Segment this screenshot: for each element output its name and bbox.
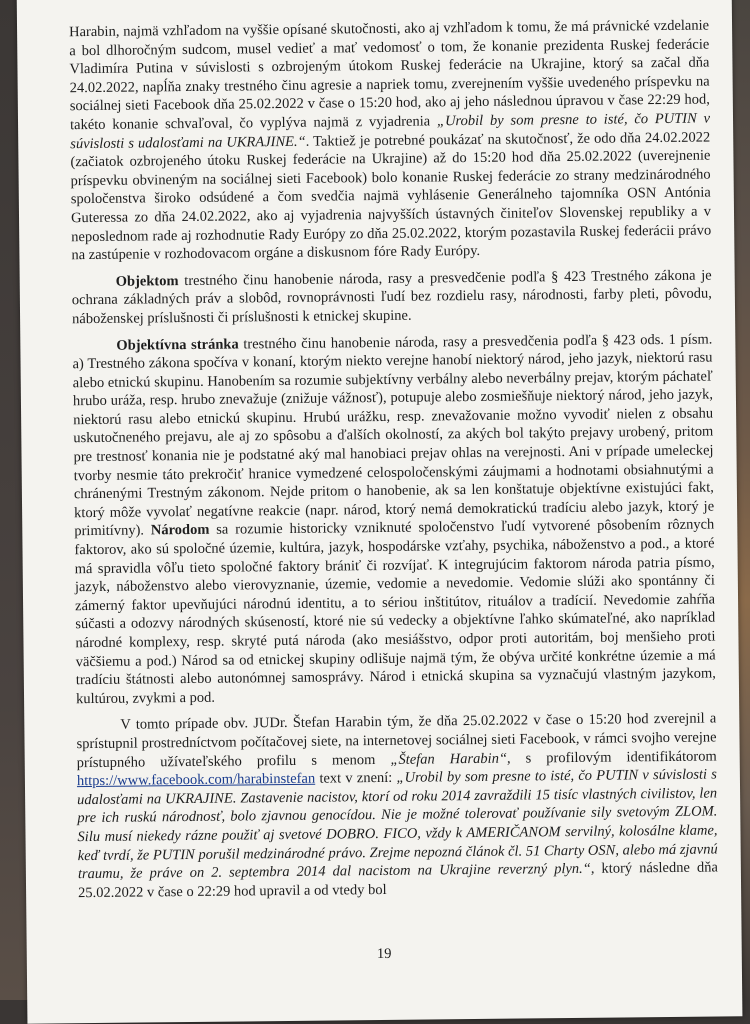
paragraph-1 xyxy=(69,17,711,265)
paragraph-3-text-a: trestného činu hanobenie národa, rasy a presvedčenia podľa § 423 ods. 1 písm. a) Trestného zákona spočíva v konaní, ktorým niekto verejne hanobí niektorý národ, jeho jazyk, niektorú rasu alebo etnickú skupinu. Hanobením sa rozumie subjektívny verbálny alebo neverbálny prejav, ktorým páchateľ hrubo uráža, resp. hrubo znevažuje (znižuje vážnosť), potupuje alebo zosmiešňuje niektorý národ, jeho jazyk, niektorú rasu alebo etnickú skupinu. Hrubú urážku, resp. znevažovanie možno vyvodiť nielen z obsahu uskutočneného prejavu, ale aj zo spôsobu a ďalších okolností, za akých bol takýto prejavy urobený, pritom pre trestnosť konania nie je podstatné aký mal hanobiaci prejav ohlas na verejnosti. Ani v prípade umeleckej tvorby nesmie táto prekročiť hranice vymedzené celospoločenskými záujmami a hodnotami obsiahnutými a chránenými Trestným zákonom. Nejde pritom o hanobenie, ak sa len konštatuje objektívne existujúci fakt, ktorý môže vyvolať negatívne reakcie (napr. národ, ktorý nemá demokratickú tradíciu alebo jazyk, ktorý je primitívny). xyxy=(72,331,715,540)
profile-name: „Štefan Harabin“ xyxy=(390,750,508,768)
paragraph-4-text-b: , s profilovým identifikátorom xyxy=(506,748,717,767)
paragraph-1-text-a: Harabin, najmä vzhľadom na vyššie opísané skutočnosti, ako aj vzhľadom k tomu, že má právnické vzdelanie a bol dlhoročným sudcom, musel vedieť a mať vedomosť o tom, že konanie prezidenta Ruskej federácie Vladimíra Putina v súvislosti s ozbrojeným útokom Ruskej federácie na Ukrajine, ktorý sa začal dňa 24.02.2022, napĺňa znaky trestného činu agresie a napriek tomu, zverejnením vyššie uvedeného príspevku na sociálnej sieti Facebook dňa 25.02.2022 v čase o 15:20 hod, ako aj jeho následnou úpravou v čase 22:29 hod, takéto konanie schvaľoval, čo vyplýva najmä z vyjadrenia xyxy=(69,17,710,134)
paragraph-4-text-a: V tomto prípade obv. JUDr. Štefan Harabin tým, že dňa 25.02.2022 v čase o 15:20 hod zverejnil a sprístupnil prostredníctvom počítačovej siete, na internetovej sociálnej sieti Facebook, v rámci svojho verejne prístupného užívateľského profilu s menom xyxy=(76,710,717,771)
paragraph-2-text: trestného činu hanobenie národa, rasy a presvedčenie podľa § 423 Trestného zákona je ochrana základných práv a slobôd, rovnoprávnosti ľudí bez rozdielu rasy, národnosti, farby pleti, pôvodu, náboženskej príslušnosti či príslušnosti k etnickej skupine. xyxy=(71,267,712,328)
term-narodom: Národom xyxy=(150,522,210,539)
profile-link[interactable]: https://www.facebook.com/harabinstefan xyxy=(76,770,316,790)
paragraph-4-text-d: , ktorý následne dňa 25.02.2022 v čase o 22:29 hod upravil a od vtedy bol xyxy=(78,859,718,901)
paragraph-4-quote: „Urobil by som presne to isté, čo PUTIN v súvislosti s udalosťami na UKRAJINE. Zastavenie nacistov, ktorí od roku 2014 zavraždili 15 tisíc vlastných civilistov, len pre ich ruskú národnosť, bolo zjavnou genocídou. Nie je možné tolerovať používanie sily svetovým ZLOM. Silu musí niekedy rázne použiť aj svetové DOBRO. FICO, vždy k AMERIČANOM servilný, kolosálne klame, keď tvrdí, že PUTIN porušil medzinárodné právo. Zrejme nepozná článok čl. 51 Charty OSN, alebo má zjavnú traumu, že práve on 2. septembra 2014 dal nacistom na Ukrajine reverzný plyn.“ xyxy=(77,766,718,883)
paragraph-3 xyxy=(72,330,716,709)
paragraph-4 xyxy=(76,710,718,903)
term-objektom: Objektom xyxy=(115,272,179,290)
paragraph-3-text-b: sa rozumie historicky vzniknuté spoločenstvo ľudí vytvorené pôsobením rôznych faktorov, ako sú spoločné územie, kultúra, jazyk, hospodárske vzťahy, psychika, náboženstvo a pod., a ktoré má spravidla vôľu tieto spoločné faktory brániť či rozvíjať. K integrujúcim faktorom národa patria písmo, jazyk, náboženstvo alebo vierovyznanie, územie, vedomie a nevedomie. Vedomie slúži ako spontánny či zámerný faktor upevňujúci národnú identitu, a to sériou inštitútov, rituálov a tradícií. Nevedomie zahŕňa súčasti a odozvy národných skúseností, ktoré nie sú vedecky a objektívne ľahko skúmateľné, ako napríklad národné komplexy, resp. skryté putá národa (ako mesiášstvo, odpor proti autoritám, boj menšieho proti väčšiemu a pod.) Národ sa od etnickej skupiny odlišuje najmä tým, že obýva určité konkrétne územie a má tradíciu štátnosti alebo autonómnej samosprávy. Národ i etnická skupina sa vyznačujú vlastným jazykom, kultúrou, zvykmi a pod. xyxy=(74,516,716,707)
document-page xyxy=(17,0,743,1024)
paragraph-1-text-b: . Taktiež je potrebné poukázať na skutočnosť, že odo dňa 24.02.2022 (začiatok ozbrojeného útoku Ruskej federácie na Ukrajine) až do 15:20 hod dňa 25.02.2022 (uverejnenie príspevku obvineným na sociálnej sieti Facebook) bolo konanie Ruskej federácie zo strany medzinárodného spoločenstva široko odsúdené a čom svedčia najmä vyhlásenie Generálneho tajomníka OSN Antónia Guteressa zo dňa 24.02.2022, ako aj vyjadrenia najvyšších ústavných činiteľov Slovenskej republiky a v neposlednom rade aj rozhodnutie Rady Európy zo dňa 25.02.2022, ktorým pozastavila Ruskej federácii právo na zastúpenie v rozhodovacom orgáne a diskusnom fóre Rady Európy. xyxy=(70,129,712,264)
term-objektivna-stranka: Objektívna stránka xyxy=(116,335,239,354)
paragraph-1-quote: „Urobil by som presne to isté, čo PUTIN v súvislosti s udalosťami na UKRAJINE.“ xyxy=(70,110,711,152)
document-body xyxy=(69,17,718,903)
paragraph-2 xyxy=(72,266,713,328)
page-number: 19 xyxy=(376,945,392,963)
paragraph-4-text-c: text v znení: xyxy=(315,769,397,787)
